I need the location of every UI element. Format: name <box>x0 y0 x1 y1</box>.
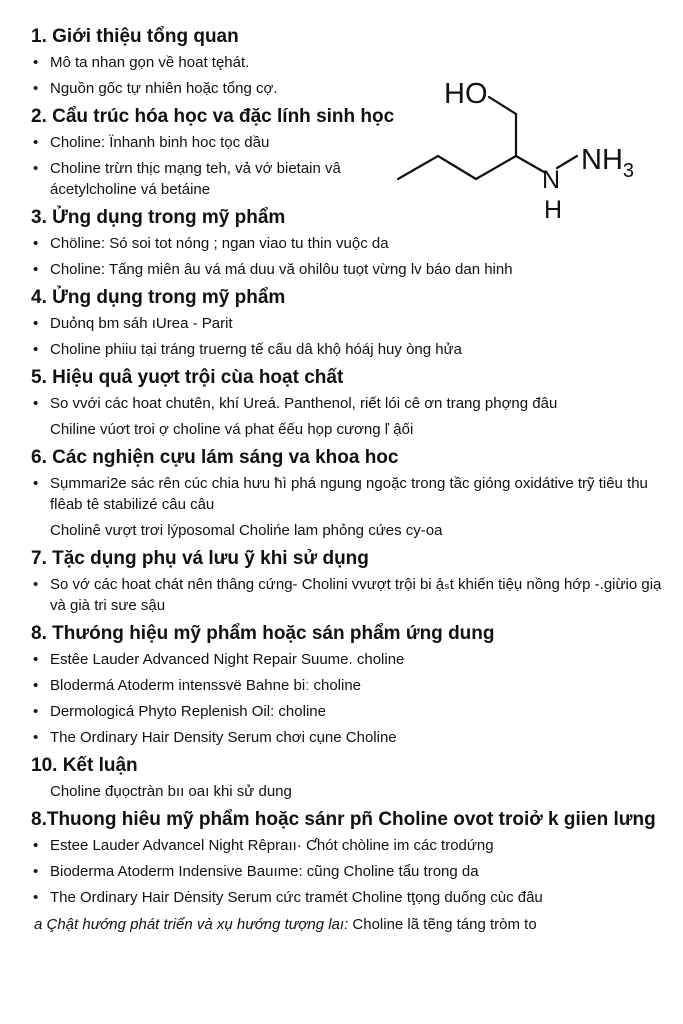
bullet-item: • Dermologicá Phyto Replenish Oil: choline <box>31 701 671 722</box>
bullet-item: • Chöline: Só soi tot nóng ; ngan viao tu thin vuộc da <box>31 233 671 254</box>
section-heading: 2. Cẩu trúc hóa học va đặc lính sinh học <box>31 106 395 127</box>
bullet-item: • The Ordinary Hair Dėnsity Serum cức tramét Choline tţọng duống cùc đâu <box>31 887 671 908</box>
bullet-item: • Mô ta nhan gọn về hoat tęhát. <box>31 52 671 73</box>
section-heading: 10. Kết luận <box>31 755 138 776</box>
bullet-item: • Duỏnq bm sáh ıUrea - Parit <box>31 313 671 334</box>
chemical-structure-diagram <box>392 72 652 232</box>
section-heading: 3. Ửng dụng trong mỹ phẩm <box>31 207 286 228</box>
nitrogen-label: N <box>542 166 561 194</box>
bullet-item: • Nguồn gốc tự nhiên hoặc tổng cợ. <box>31 78 671 99</box>
footer-lead: a Çhật hướng phát triển và xụ hướng tượng laı: <box>34 916 349 933</box>
bullet-item: • Choline trừn thịc mạng teh, vả vớ bietain vâ ácetylcholine vá betáine <box>31 158 380 200</box>
amine-subscript: 3 <box>622 160 635 182</box>
section-heading: 1. Giới thiệu tổng quan <box>31 26 239 47</box>
bond-ch-n <box>516 156 544 172</box>
bond-o-c <box>489 97 516 114</box>
footer-note <box>34 914 671 936</box>
hydrogen-label: H <box>544 196 563 224</box>
paragraph-text: Chiline vúơt troi ợ choline vá phat ếếu họp cương ľ ậối <box>50 421 414 438</box>
section-heading: 8. Thưóng hiệu mỹ phẩm hoặc sán phẩm ứng dung <box>31 623 495 644</box>
section-heading: 7. Tặc dụng phụ vá lưu ỹ khi sử dụng <box>31 548 369 569</box>
section-heading: 4. Ửng dụng trong mỹ phẩm <box>31 287 286 308</box>
hydroxyl-label: HO <box>444 78 488 110</box>
bullet-item: • So vvới các hoat chutên, khí Ureá. Panthenol, riết lói cê ơn trang phợng đâu <box>31 393 671 414</box>
bullet-item: • Estee Lauder Advancel Night Rêpraıı· Ƈhót chòline im các trodứng <box>31 835 671 856</box>
amine-label <box>581 144 634 182</box>
bullet-item: • Choline: Ïnhanh binh hoc tọc dầu <box>31 132 671 153</box>
bullet-item: • Bioderma Atoderm Indensive Bauıme: cũng Choline tẩu trong da <box>31 861 671 882</box>
bullet-item: • Choline: Tấng miên âu vá má duu vă ohilôu tuọt vừng lv báo dan hinh <box>31 259 671 280</box>
paragraph-text: Choline đụọctràn bıı oaı khi sử dung <box>50 783 292 800</box>
section-heading: 5. Hiệu quâ yuợt trội cùa hoạt chất <box>31 367 344 388</box>
bullet-item: • The Ordinary Hair Density Serum chơi cụne Choline <box>31 727 671 748</box>
section-heading: 8.Thuong hiêu mỹ phẩm hoặc sánr pñ Choline ovot troiở k giien lưng <box>31 809 656 830</box>
footer-rest: Choline lã tẽng táng tròm to <box>348 916 537 933</box>
bullet-item: • Choline phiiu tại tráng truerng tế cấu dâ khộ hóáj huy òng hửa <box>31 339 671 360</box>
bond-c2-c3 <box>398 156 438 179</box>
paragraph-text: Cholinê vượt trơi lýposomal Cholińe lam phỏng cứes cy-oa <box>50 522 443 539</box>
bullet-item: • Blodermá Atoderm intenssvë Bahne biː choline <box>31 675 671 696</box>
section-heading: 6. Các nghiện cựu lám sáng va khoa hoc <box>31 447 399 468</box>
bond-c1-c2 <box>438 156 476 179</box>
bullet-item: • Estêe Lauder Advanced Night Repair Suume. choline <box>31 649 671 670</box>
bullet-item: • So vớ các hoat chát nên thâng cứng- Cholini vvượt trội bi ạ̊ₛt khiến tiệụ nồng hớp -.giừio giạ và già tri sưe sậu <box>31 574 671 616</box>
bullet-item: • Sụmmari2e sác rên cúc chia hưu ħì phá ngung ngoặc trong tầc gióng oxidátive trỹ tiêu thu flêab tê stabilizé câu câu <box>31 473 671 515</box>
bond-ch-c1 <box>476 156 516 179</box>
amine-nh: NH <box>581 144 623 176</box>
